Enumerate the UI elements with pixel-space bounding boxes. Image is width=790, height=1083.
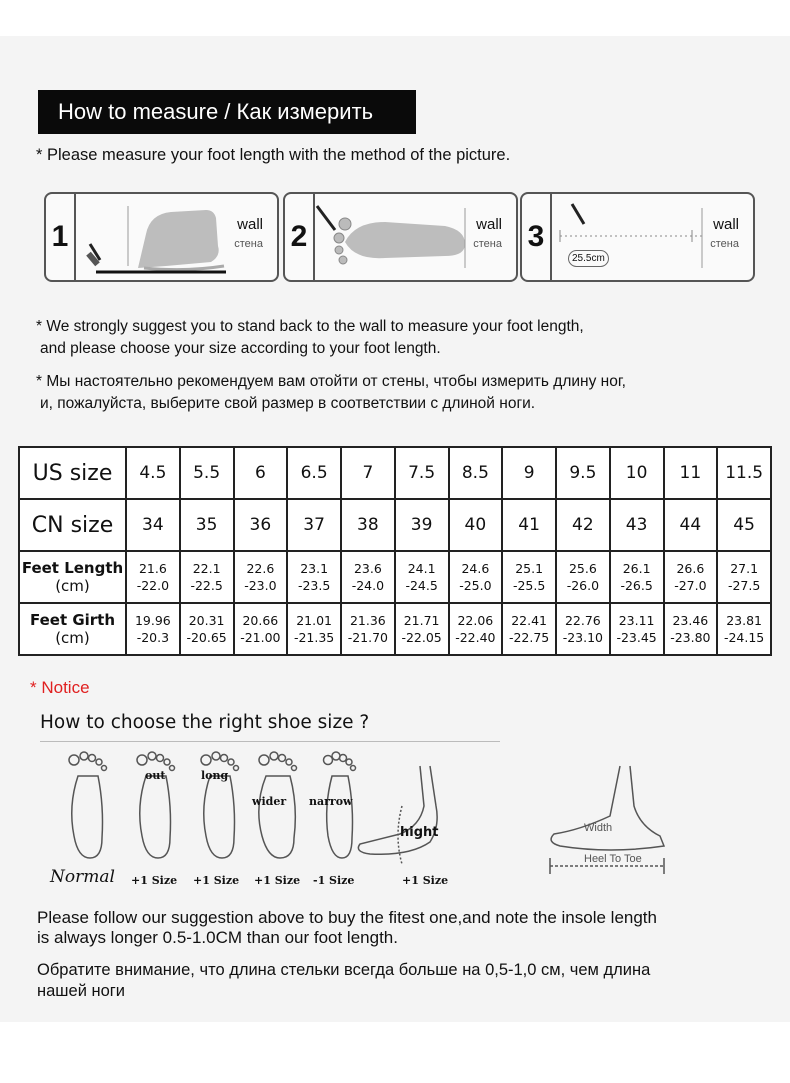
range-start: 23.1 [300,561,329,576]
table-cell: 37 [287,499,341,551]
range-end: -27.0 [674,578,707,593]
table-cell: 41 [502,499,556,551]
foot-side-icon [76,194,246,280]
table-cell: 38 [341,499,395,551]
range-end: -23.45 [616,630,657,645]
range-end: -22.40 [455,630,496,645]
range-end: -21.70 [347,630,389,645]
header-unit: (cm) [55,577,90,595]
size-out: +1 Size [131,874,178,887]
range-start: 23.81 [726,613,763,628]
table-cell: 9 [502,447,556,499]
table-cell [395,603,449,655]
table-row-cn [19,499,771,551]
foot-hight-icon [358,766,437,864]
range-end: -20.3 [136,630,170,645]
table-cell [556,551,610,603]
table-cell [395,551,449,603]
range-end: -26.0 [566,578,600,593]
range-end: -22.05 [401,630,442,645]
table-cell [664,603,718,655]
table-cell: 4.5 [126,447,180,499]
table-cell: 39 [395,499,449,551]
range-start: 21.01 [296,613,333,628]
size-table [18,446,772,656]
step-3-panel [520,192,755,282]
size-hight: +1 Size [402,874,449,887]
range-end: -24.5 [405,578,438,593]
range-start: 20.31 [188,613,225,628]
table-cell [449,551,503,603]
foot-tag-narrow: narrow [309,795,353,808]
range-start: 23.6 [353,561,382,576]
header-unit: (cm) [55,629,90,647]
table-cell: 40 [449,499,503,551]
foot-tag-long: long [201,769,229,782]
wall-label: wall [476,216,502,233]
foot-tag-out: out [145,769,166,782]
wall-label: wall [713,216,739,233]
advice-en-line2: and please choose your size according to your foot length. [40,340,441,357]
range-end: -21.35 [293,630,335,645]
table-cell [287,603,341,655]
table-cell [502,603,556,655]
table-row-us [19,447,771,499]
range-start: 20.66 [242,613,279,628]
table-cell [502,551,556,603]
step-1-panel [44,192,279,282]
range-start: 23.11 [618,613,655,628]
us-size-header: US size [19,447,126,499]
range-end: -22.0 [136,578,170,593]
table-cell: 10 [610,447,664,499]
range-start: 22.1 [192,561,221,576]
range-start: 27.1 [730,561,759,576]
range-start: 22.76 [564,613,601,628]
range-start: 23.46 [672,613,709,628]
range-end: -26.5 [620,578,653,593]
foot-top-icon [315,194,485,280]
table-cell: 35 [180,499,234,551]
table-cell: 43 [610,499,664,551]
table-cell: 34 [126,499,180,551]
table-cell: 7.5 [395,447,449,499]
step-number: 1 [46,194,76,280]
table-cell: 11 [664,447,718,499]
ruler-icon [552,194,722,280]
range-start: 25.1 [515,561,544,576]
range-start: 26.1 [622,561,651,576]
table-row-girth [19,603,771,655]
range-start: 25.6 [568,561,597,576]
table-cell [610,551,664,603]
choose-title: How to choose the right shoe size ? [40,712,370,733]
step-number: 2 [285,194,315,280]
table-cell: 42 [556,499,610,551]
table-cell [234,603,288,655]
range-end: -27.5 [727,578,761,593]
footer-en-line2: is always longer 0.5-1.0CM than our foot length. [37,928,398,947]
range-end: -24.15 [723,630,765,645]
page-background [0,36,790,1022]
wall-label: wall [237,216,263,233]
heel-to-toe-label: Heel To Toe [584,853,642,865]
divider [40,741,500,742]
wall-label-ru: стена [473,238,502,250]
table-cell [717,603,771,655]
range-end: -25.0 [459,578,492,593]
section-title: How to measure / Как измерить [38,90,416,134]
table-cell [126,603,180,655]
range-end: -23.5 [297,578,331,593]
table-cell: 44 [664,499,718,551]
table-cell: 5.5 [180,447,234,499]
footer-ru-line1: Обратите внимание, что длина стельки всегда больше на 0,5-1,0 см, чем длина [37,961,651,979]
feet-illustrations [50,746,750,876]
range-start: 19.96 [134,613,171,628]
table-cell [610,603,664,655]
table-cell [126,551,180,603]
range-end: -20.65 [186,630,227,645]
table-cell [234,551,288,603]
measure-label: 25.5cm [568,250,609,267]
table-cell: 6 [234,447,288,499]
range-end: -23.80 [670,630,711,645]
table-cell: 8.5 [449,447,503,499]
table-cell [180,551,234,603]
range-end: -22.5 [190,578,223,593]
footer-ru-line2: нашей ноги [37,982,126,1000]
footer-en-line1: Please follow our suggestion above to buy the fitest one,and note the insole length [37,908,657,927]
range-end: -23.10 [562,630,604,645]
table-cell [717,551,771,603]
notice-label: * Notice [30,678,90,697]
wall-label-ru: стена [710,238,739,250]
table-row-length [19,551,771,603]
size-normal: Normal [50,867,115,887]
table-cell [664,551,718,603]
table-cell [341,603,395,655]
range-end: -24.0 [351,578,385,593]
table-cell: 7 [341,447,395,499]
range-end: -21.00 [240,630,281,645]
table-cell [180,603,234,655]
size-narrow: -1 Size [313,874,355,887]
foot-long-icon [201,752,239,858]
feet-girth-header [19,603,126,655]
range-end: -23.0 [244,578,277,593]
range-start: 21.71 [403,613,440,628]
range-start: 21.6 [138,561,167,576]
header-line: Feet Length [21,559,124,577]
range-start: 26.6 [676,561,705,576]
range-start: 22.41 [511,613,548,628]
range-end: -25.5 [512,578,546,593]
range-start: 22.06 [457,613,494,628]
advice-ru-line1: * Мы настоятельно рекомендуем вам отойти от стены, чтобы измерить длину ног, [36,373,626,390]
feet-length-header [19,551,126,603]
foot-tag-hight: hight [400,825,439,840]
foot-tag-wider: wider [252,795,287,808]
range-start: 24.1 [407,561,436,576]
table-cell: 9.5 [556,447,610,499]
table-cell: 45 [717,499,771,551]
advice-en-line1: * We strongly suggest you to stand back to the wall to measure your foot length, [36,318,584,335]
header-line: Feet Girth [29,611,116,629]
table-cell: 36 [234,499,288,551]
intro-text: * Please measure your foot length with the method of the picture. [36,146,511,164]
table-cell: 11.5 [717,447,771,499]
foot-out-icon [137,752,175,858]
table-cell [287,551,341,603]
size-long: +1 Size [193,874,240,887]
range-start: 24.6 [461,561,490,576]
range-end: -22.75 [508,630,550,645]
advice-ru-line2: и, пожалуйста, выберите свой размер в соответствии с длиной ноги. [40,395,536,412]
table-cell [449,603,503,655]
foot-normal-icon [69,752,107,858]
step-2-panel [283,192,518,282]
size-wider: +1 Size [254,874,301,887]
table-cell [556,603,610,655]
table-cell: 6.5 [287,447,341,499]
cn-size-header: CN size [19,499,126,551]
range-start: 22.6 [246,561,275,576]
width-label: Width [584,822,613,834]
step-number: 3 [522,194,552,280]
wall-label-ru: стена [234,238,263,250]
range-start: 21.36 [349,613,386,628]
table-cell [341,551,395,603]
